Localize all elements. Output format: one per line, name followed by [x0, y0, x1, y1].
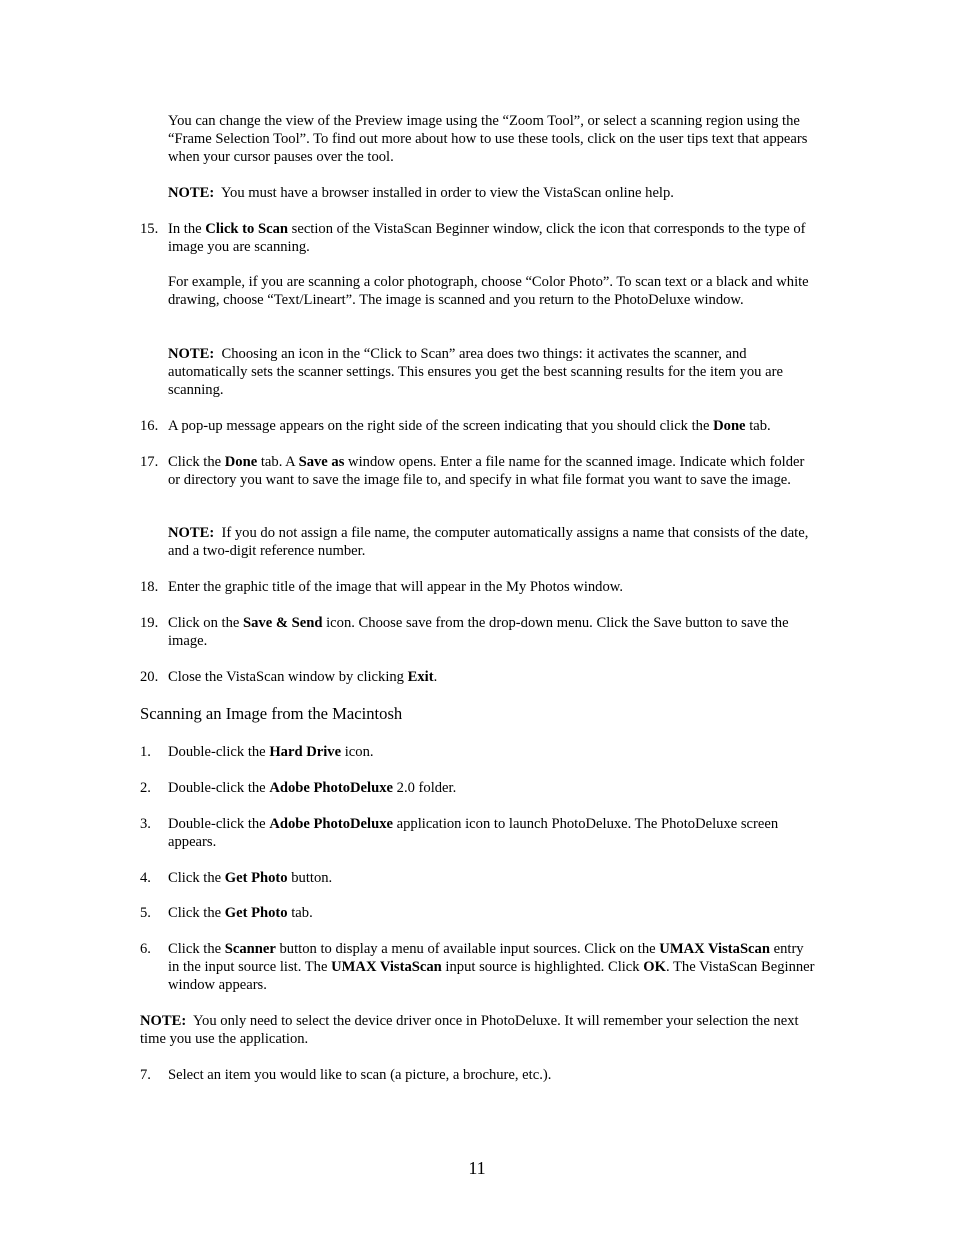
step-text: tab.	[749, 418, 771, 434]
page-number: 11	[468, 1158, 486, 1178]
step-text: .	[433, 669, 438, 685]
step-19	[140, 614, 818, 650]
step-text: section of the VistaScan Beginner window, click the icon that corresponds to the type of image you are scanning.	[168, 221, 806, 255]
step-15	[140, 220, 818, 256]
step-text: Double-click the	[168, 780, 266, 796]
example-text: For example, if you are scanning a color photograph, choose “Color Photo”. To scan text or a black and white drawing, choose “Text/Lineart”. The image is scanned and you return to the PhotoDeluxe window.	[168, 274, 809, 308]
step-text: icon. Choose save from the drop-down menu. Click the Save button to save the image.	[168, 615, 789, 649]
step-text: Double-click the	[168, 816, 266, 832]
step-20	[140, 668, 818, 686]
step-text: Click the	[168, 454, 222, 470]
step-15-note	[168, 345, 818, 399]
step-17	[140, 453, 818, 489]
note-text: You must have a browser installed in order to view the VistaScan online help.	[220, 185, 674, 201]
bold-term: OK	[643, 959, 666, 975]
step-text: Close the VistaScan window by clicking	[168, 669, 404, 685]
step-text: tab.	[291, 905, 313, 921]
bold-term: Adobe PhotoDeluxe	[269, 816, 393, 832]
step-text: Click the	[168, 905, 222, 921]
note-label: NOTE:	[168, 525, 215, 541]
note-label: NOTE:	[140, 1013, 187, 1029]
step-text: Click the	[168, 870, 222, 886]
step-number: 7.	[140, 1067, 151, 1083]
step-number: 4.	[140, 870, 151, 886]
bold-term: Exit	[407, 669, 434, 685]
bold-term: Done	[224, 454, 258, 470]
step-text: button.	[291, 870, 333, 886]
step-text: A pop-up message appears on the right side of the screen indicating that you should click the	[168, 418, 710, 434]
step-number: 3.	[140, 816, 151, 832]
bold-term: Scanner	[224, 941, 276, 957]
mac-step-2	[140, 779, 818, 797]
step-text: entry in the input source list. The	[168, 941, 804, 975]
step-text: In the	[168, 221, 202, 237]
note-text: You only need to select the device driver once in PhotoDeluxe. It will remember your selection the next time you use the application.	[140, 1013, 799, 1047]
mac-step-5	[140, 904, 818, 922]
step-text: Select an item you would like to scan (a picture, a brochure, etc.).	[168, 1067, 552, 1083]
mac-step-3	[140, 815, 818, 851]
step-16	[140, 417, 818, 435]
step-number: 1.	[140, 744, 151, 760]
step-text: . The VistaScan Beginner window appears.	[168, 959, 815, 993]
mac-step-4	[140, 869, 818, 887]
step-number: 16.	[140, 418, 159, 434]
step-text: Click the	[168, 941, 222, 957]
step-text: Click on the	[168, 615, 240, 631]
bold-term: Hard Drive	[269, 744, 342, 760]
bold-term: Adobe PhotoDeluxe	[269, 780, 393, 796]
step-number: 5.	[140, 905, 151, 921]
step-text: tab. A	[260, 454, 295, 470]
bold-term: Get Photo	[224, 870, 288, 886]
mac-step-1	[140, 743, 818, 761]
note-label: NOTE:	[168, 185, 215, 201]
note-label: NOTE:	[168, 346, 215, 362]
step-17-note	[168, 524, 818, 560]
step-text: 2.0 folder.	[396, 780, 457, 796]
mac-step-7	[140, 1066, 818, 1084]
step-18	[140, 578, 818, 596]
bold-term: UMAX VistaScan	[659, 941, 770, 957]
step-text: application icon to launch PhotoDeluxe. The PhotoDeluxe screen appears.	[168, 816, 779, 850]
step-15-example	[168, 273, 818, 309]
step-text: Double-click the	[168, 744, 266, 760]
section-heading: Scanning an Image from the Macintosh	[140, 704, 403, 723]
step-number: 2.	[140, 780, 151, 796]
step-number: 17.	[140, 454, 159, 470]
bold-term: Save as	[298, 454, 345, 470]
step-number: 18.	[140, 579, 159, 595]
step-text: input source is highlighted. Click	[445, 959, 640, 975]
bold-term: UMAX VistaScan	[331, 959, 442, 975]
step-text: window opens. Enter a file name for the scanned image. Indicate which folder or directory you want to save the image file to, and specify in what file format you want to save the image.	[168, 454, 805, 488]
step-text: icon.	[344, 744, 374, 760]
bold-term: Click to Scan	[205, 221, 288, 237]
intro-text: You can change the view of the Preview image using the “Zoom Tool”, or select a scanning region using the “Frame Selection Tool”. To find out more about how to use these tools, click on the user tips text that appears when your cursor pauses over the tool.	[168, 113, 808, 165]
bold-term: Save & Send	[243, 615, 323, 631]
step-number: 15.	[140, 221, 159, 237]
intro-note	[168, 184, 818, 202]
mac-step-6	[140, 940, 818, 994]
bold-term: Get Photo	[224, 905, 288, 921]
step-number: 19.	[140, 615, 159, 631]
note-text: Choosing an icon in the “Click to Scan” area does two things: it activates the scanner, and automatically sets the scanner settings. This ensures you get the best scanning results for the item you are scanning.	[168, 346, 783, 398]
step-text: Enter the graphic title of the image that will appear in the My Photos window.	[168, 579, 623, 595]
note-text: If you do not assign a file name, the computer automatically assigns a name that consists of the date, and a two-digit reference number.	[168, 525, 809, 559]
step-number: 6.	[140, 941, 151, 957]
mac-note	[140, 1012, 818, 1048]
bold-term: Done	[713, 418, 746, 434]
intro-paragraph	[168, 112, 818, 166]
step-number: 20.	[140, 669, 159, 685]
step-text: button to display a menu of available input sources. Click on the	[279, 941, 656, 957]
